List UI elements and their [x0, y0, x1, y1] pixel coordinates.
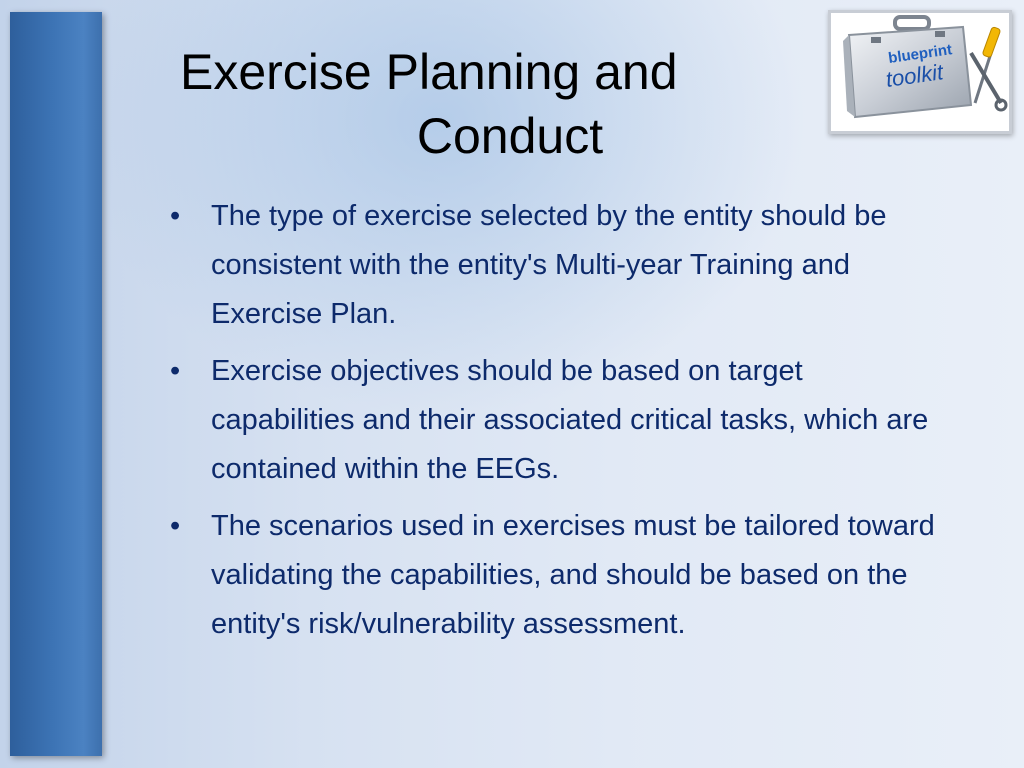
bullet-text: The type of exercise selected by the entity should be consistent with the entity's Multi-year Training and Exercise Plan. — [211, 200, 887, 330]
bullet-text: The scenarios used in exercises must be tailored toward validating the capabilities, and should be based on the entity's risk/vulnerability assessment. — [211, 510, 935, 640]
slide-title-line-2: Conduct — [416, 108, 604, 164]
bullet-item — [170, 347, 950, 494]
bullet-marker: • — [170, 355, 181, 387]
logo-text-blueprint: blueprint — [887, 41, 954, 67]
blueprint-toolkit-logo — [828, 10, 1012, 134]
bullet-marker: • — [170, 200, 181, 232]
slide-title-line-1: Exercise Planning and — [180, 44, 678, 100]
side-accent-bar — [10, 12, 102, 756]
bullet-item — [170, 502, 950, 649]
bullet-list — [170, 192, 950, 657]
bullet-item — [170, 192, 950, 339]
bullet-marker: • — [170, 510, 181, 542]
slide-title — [150, 40, 810, 168]
toolbox-icon — [831, 13, 1009, 131]
bullet-text: Exercise objectives should be based on target capabilities and their associated critical tasks, which are contained within the EEGs. — [211, 355, 929, 485]
logo-text-toolkit: toolkit — [884, 59, 945, 92]
